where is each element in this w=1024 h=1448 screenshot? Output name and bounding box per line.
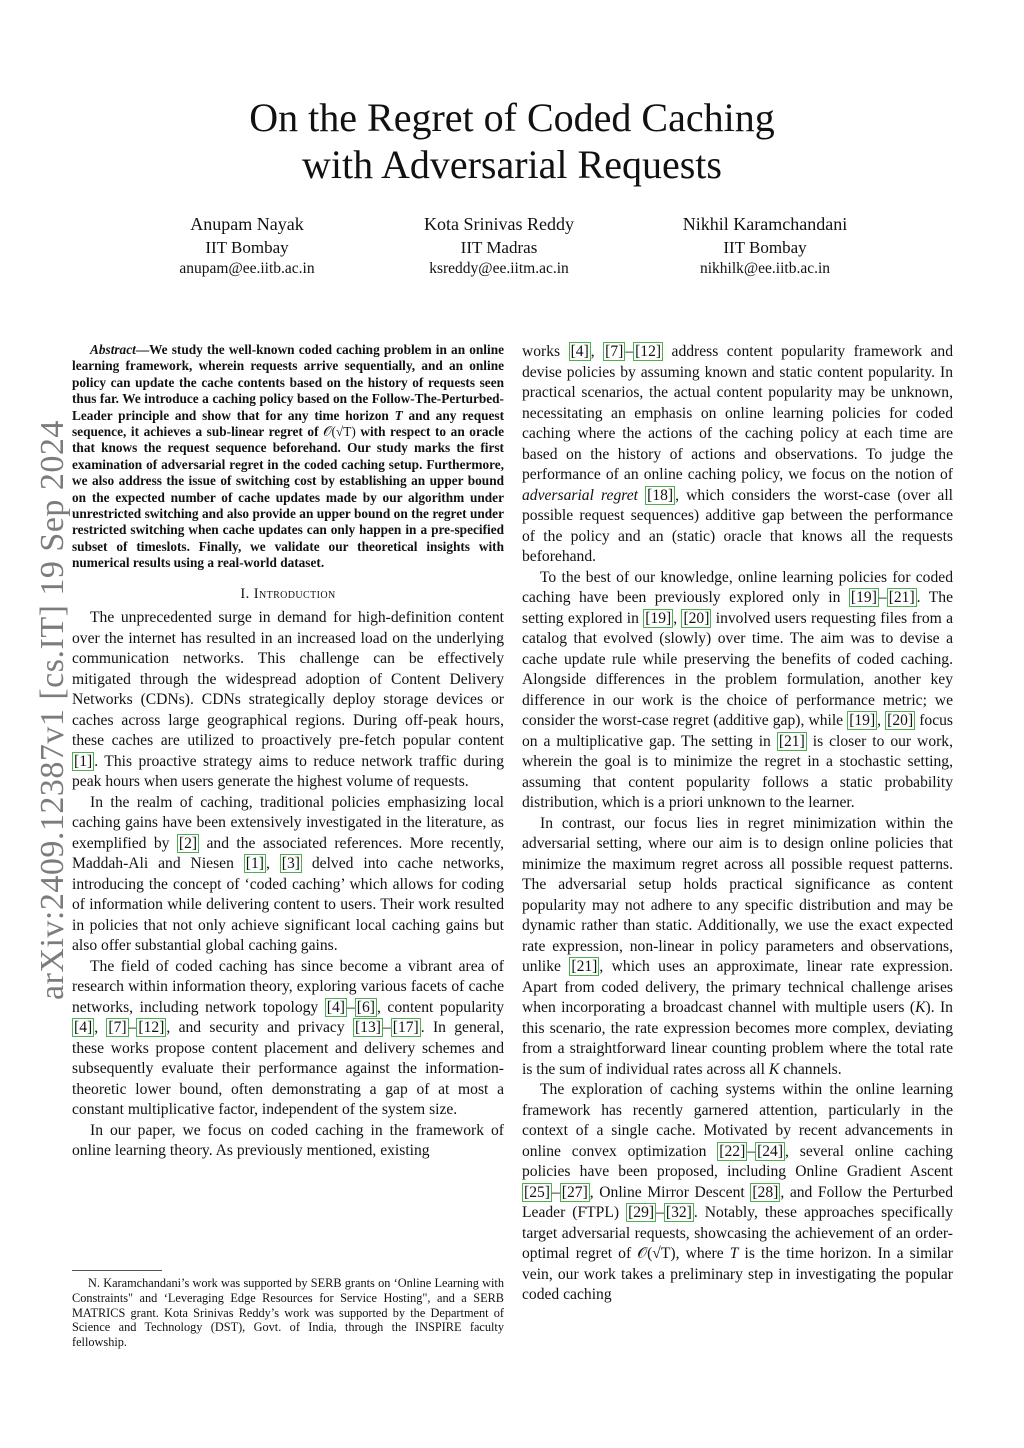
math-T: T — [394, 407, 403, 423]
abstract-dash: — — [135, 342, 150, 357]
paragraph — [72, 608, 504, 793]
text: . This proactive strategy aims to reduce network traffic during peak hours when users generate the highest volume of requests. — [72, 752, 504, 791]
text: . The setting explored in — [522, 589, 954, 627]
paragraph — [522, 814, 953, 1081]
citation-link[interactable]: [20] — [887, 712, 914, 729]
citation-link[interactable]: [20] — [683, 609, 710, 627]
math-T: T — [729, 1245, 739, 1262]
citation-link[interactable]: [25] — [524, 1183, 550, 1201]
paper-title — [112, 94, 912, 188]
right-column — [522, 342, 953, 1306]
citation-link[interactable]: [7] — [605, 343, 624, 360]
citation-link[interactable]: [24] — [757, 1142, 784, 1160]
paragraph — [522, 1080, 953, 1306]
text: works — [522, 343, 569, 360]
text: , where — [675, 1245, 730, 1262]
author-1 — [132, 214, 362, 279]
section-heading — [72, 584, 504, 605]
text: , — [877, 712, 886, 729]
text: – — [625, 343, 634, 360]
text: . In general, these works propose content placement and delivery schemes and subsequently evaluate their performance against the information-theoretic lower bound, often demonstrating a gap of at most a constant multiplicative factor, independent of the system size. — [72, 1019, 505, 1119]
text: The unprecedented surge in demand for high-definition content over the internet has resulted in an increased load on the underlying communication networks. This challenge can be effectively mitigated through the widespread adoption of Content Delivery Networks (CDNs). CDNs strategically deploy storage devices or caches across large geographical regions. During off-peak hours, these caches are utilized to proactively pre-fetch popular content — [72, 609, 504, 750]
abstract-text-1: We study the well-known coded caching problem in an online learning framework, wherein requests arrive sequentially, and an online policy can update the cache contents based on the history of requests seen thus far. We introduce a caching policy based on the Follow-The-Perturbed-Leader principle and show that for any time horizon — [72, 342, 504, 423]
citation-link[interactable]: [1] — [245, 855, 264, 873]
math-K: K — [915, 999, 926, 1016]
text: The field of coded caching has since become a vibrant area of research within information theory, exploring various facets of cache networks, including network topology — [72, 957, 504, 1016]
author-affiliation: IIT Bombay — [205, 238, 289, 257]
text: – — [346, 998, 355, 1016]
text: , content popularity — [376, 998, 504, 1016]
text: – — [878, 589, 887, 606]
text: In contrast, our focus lies in regret minimization within the adversarial setting, where our aim is to design online policies that minimize the maximum regret across all possible request patterns. The adversarial setup holds practical significance as content popularity may not adhere to any specific distribution and may be dynamic rather than static. Additionally, we use the exact expected rate expression, non-linear in policy parameters and observations, unlike — [522, 814, 953, 975]
citation-link[interactable]: [17] — [392, 1019, 419, 1037]
abstract-text-3: with respect to an oracle that knows the request sequence beforehand. Our study marks the first examination of adversarial regret in the coded caching setup. Furthermore, we also address the issue of switching cost by establishing an upper bound on the expected number of cache updates made by our algorithm under unrestricted switching and also provide an upper bound on the regret under restricted switching when cache updates can only happen in a pre-specified subset of timeslots. Finally, we validate our theoretical insights with numerical results using a real-world dataset. — [72, 424, 504, 571]
citation-link[interactable]: [19] — [645, 609, 672, 627]
citation-link[interactable]: [6] — [356, 998, 375, 1016]
citation-link[interactable]: [27] — [561, 1183, 588, 1201]
text: In the realm of caching, traditional policies emphasizing local caching gains have been extensively investigated in the literature, as exemplified by — [72, 793, 504, 852]
text: is the time horizon. In a similar vein, our work takes a preliminary step in investigating the popular coded caching — [522, 1245, 953, 1303]
footnote-text: N. Karamchandani’s work was supported by SERB grants on ‘Online Learning with Constraints" and ‘Leveraging Edge Resources for Service Hosting", and a SERB MATRICS grant. Kota Srinivas Reddy’s work was supported by the Department of Science and Technology (DST), Govt. of India, through the INSPIRE faculty fellowship. — [72, 1276, 504, 1350]
abstract-label: Abstract — [90, 342, 136, 357]
text: is closer to our work, wherein the goal is to minimize the regret in a stochastic setting, assuming that content popularity follows a static probability distribution, which is a priori unknown to the learner. — [522, 732, 954, 811]
author-email: anupam@ee.iitb.ac.in — [179, 260, 315, 277]
math-big-o: 𝒪(√T) — [637, 1245, 676, 1262]
title-line-1: On the Regret of Coded Caching — [249, 95, 775, 140]
text: – — [382, 1019, 391, 1037]
author-name: Anupam Nayak — [190, 214, 304, 234]
author-name: Nikhil Karamchandani — [682, 214, 848, 234]
citation-link[interactable]: [18] — [647, 486, 674, 504]
text: focus on a multiplicative gap. The setting in — [522, 712, 954, 750]
author-affiliation: IIT Madras — [460, 238, 538, 257]
paragraph — [522, 568, 953, 814]
text: , and Follow the Perturbed Leader (FTPL) — [522, 1183, 954, 1221]
paragraph — [72, 957, 504, 1121]
citation-link[interactable]: [1] — [74, 752, 93, 770]
citation-link[interactable]: [21] — [778, 732, 805, 750]
citation-link[interactable]: [13] — [354, 1019, 381, 1037]
title-line-2: with Adversarial Requests — [302, 142, 722, 187]
text: and the associated references. More recently, Maddah-Ali and Niesen — [72, 834, 504, 873]
text: , several online caching policies have been proposed, including Online Gradient Ascent — [522, 1142, 954, 1180]
citation-link[interactable]: [32] — [665, 1204, 692, 1221]
citation-link[interactable]: [2] — [178, 834, 198, 852]
citation-link[interactable]: [3] — [281, 855, 300, 873]
citation-link[interactable]: [12] — [138, 1019, 165, 1037]
arxiv-identifier: arXiv:2409.12387v1 [cs.IT] 19 Sep 2024 — [34, 420, 71, 1000]
citation-link[interactable]: [7] — [108, 1019, 127, 1037]
footnote — [72, 1276, 504, 1350]
text: involved users requesting files from a catalog that evolved (slowly) over time. The aim was to devise a cache update rule while preserving the benefits of coded caching. Alongside differences in the problem formulation, another key difference in our work is the choice of performance metric; we consider the worst-case regret (additive gap), while — [522, 609, 953, 729]
abstract — [72, 342, 504, 572]
text: delved into cache networks, introducing the concept of ‘coded caching’ which allows for coding of information while delivering content to users. Their work resulted in policies that not only achieve significant local caching gains but also offer substantial global caching gains. — [72, 855, 504, 955]
text: address content popularity framework and devise policies by assuming known and static content popularity. In practical scenarios, the actual content popularity may be unknown, necessitating an emphasis on online learning policies for coded caching where the actions of the caching policy at each time are based on the history of actions and observations. To judge the performance of an online caching policy, we focus on the notion of — [522, 343, 954, 483]
text: – — [551, 1183, 560, 1201]
text: , which considers the worst-case (over all possible request sequences) additive gap between the performance of the policy and an (static) oracle that knows all the requests beforehand. — [522, 486, 953, 565]
author-name: Kota Srinivas Reddy — [424, 214, 574, 234]
citation-link[interactable]: [4] — [570, 343, 589, 360]
math-big-o: 𝒪(√T) — [323, 424, 356, 440]
text: – — [747, 1142, 756, 1160]
text: – — [128, 1019, 137, 1037]
emphasis: adversarial regret — [522, 486, 638, 504]
left-column — [72, 342, 504, 1162]
paragraph — [522, 342, 953, 568]
author-email: nikhilk@ee.iitb.ac.in — [699, 260, 831, 277]
author-email: ksreddy@ee.iitm.ac.in — [429, 260, 569, 277]
paragraph — [72, 793, 504, 957]
section-numeral: I. — [240, 585, 250, 602]
author-2 — [384, 214, 614, 279]
text: The exploration of caching systems within the online learning framework has recently garnered attention, particularly in the context of a single cache. Motivated by recent advancements in online convex optimization — [522, 1081, 953, 1160]
citation-link[interactable]: [21] — [571, 958, 598, 975]
text: , — [94, 1019, 107, 1037]
text: , — [590, 343, 604, 360]
math-K: K — [768, 1060, 780, 1078]
text: , and security and privacy — [166, 1019, 353, 1037]
citation-link[interactable]: [4] — [326, 998, 345, 1016]
citation-link[interactable]: [19] — [850, 589, 877, 606]
author-affiliation: IIT Bombay — [723, 238, 807, 257]
citation-link[interactable]: [28] — [752, 1183, 779, 1201]
citation-link[interactable]: [21] — [888, 589, 915, 606]
author-3 — [650, 214, 880, 279]
citation-link[interactable]: [22] — [719, 1142, 746, 1160]
text: , — [265, 855, 280, 873]
citation-link[interactable]: [19] — [849, 712, 876, 729]
text: ). In this scenario, the rate expression becomes more complex, deviating from a straightforward linear counting problem where the total rate is the sum of individual rates across all — [522, 999, 953, 1078]
text: channels. — [779, 1060, 842, 1078]
text: , Online Mirror Descent — [589, 1183, 751, 1201]
text: . Notably, these approaches specifically target adversarial requests, showcasing the achievement of an order-optimal regret of — [522, 1204, 953, 1262]
paragraph: In our paper, we focus on coded caching in the framework of online learning theory. As previously mentioned, existing — [72, 1121, 504, 1160]
text: – — [656, 1204, 664, 1221]
abstract-text-2: and any request sequence, it achieves a sub-linear regret of — [72, 407, 505, 440]
citation-link[interactable]: [29] — [628, 1204, 655, 1221]
text: , — [673, 609, 682, 627]
citation-link[interactable]: [12] — [635, 343, 662, 360]
text: , which uses an approximate, linear rate expression. Apart from coded delivery, the primary technical challenge arises when incorporating a broadcast channel with multiple users ( — [522, 958, 953, 1016]
section-title: Introduction — [253, 585, 336, 602]
footnote-divider — [72, 1270, 162, 1271]
citation-link[interactable]: [4] — [74, 1019, 93, 1037]
text: To the best of our knowledge, online learning policies for coded caching have been previously explored only in — [522, 568, 953, 606]
